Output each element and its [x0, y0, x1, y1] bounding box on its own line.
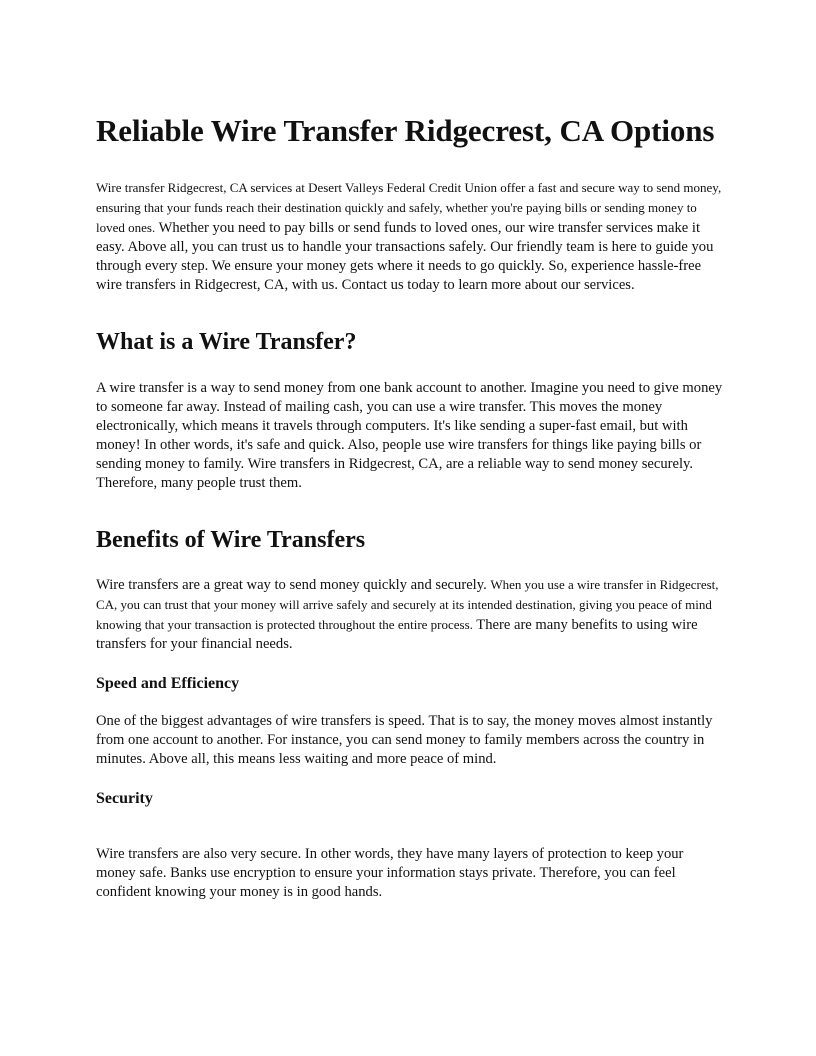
benefits-paragraph	[96, 575, 724, 654]
speed-efficiency-heading: Speed and Efficiency	[96, 675, 240, 692]
page-title: Reliable Wire Transfer Ridgecrest, CA Options	[96, 113, 715, 148]
document-page	[96, 110, 724, 902]
security-paragraph: Wire transfers are also very secure. In other words, they have many layers of protection to keep your money safe. Banks use encryption to ensure your information stays private. Therefore, you can feel confident knowing your money is in good hands.	[96, 846, 684, 900]
intro-paragraph	[96, 178, 724, 295]
intro-lead-text: Wire transfer Ridgecrest, CA services at Desert Valleys Federal Credit Union offer a fast and secure way to send money, ensuring that your funds reach their destination quickly and safely, whether you're paying bills or sending money to loved ones.	[96, 180, 722, 235]
what-is-wire-transfer-heading: What is a Wire Transfer?	[96, 329, 357, 355]
speed-efficiency-paragraph: One of the biggest advantages of wire transfers is speed. That is to say, the money moves almost instantly from one account to another. For instance, you can send money to family members across the country in minutes. Above all, this means less waiting and more peace of mind.	[96, 713, 713, 767]
benefits-lead-text: Wire transfers are a great way to send money quickly and securely.	[96, 577, 491, 593]
security-heading: Security	[96, 790, 153, 807]
benefits-small-text: When you use a wire transfer in Ridgecrest, CA, you can trust that your money will arrive safely and securely at its intended destination, giving you peace of mind knowing that your transaction is protected throughout the entire process.	[96, 577, 719, 632]
what-is-wire-transfer-paragraph: A wire transfer is a way to send money from one bank account to another. Imagine you need to give money to someone far away. Instead of mailing cash, you can use a wire transfer. This moves the money electronically, which means it travels through computers. It's like sending a super-fast email, but with money! In other words, it's safe and quick. Also, people use wire transfers for things like paying bills or sending money to family. Wire transfers in Ridgecrest, CA, are a reliable way to send money securely. Therefore, many people trust them.	[96, 380, 723, 491]
benefits-heading: Benefits of Wire Transfers	[96, 527, 366, 553]
benefits-closing-text: There are many benefits to using wire transfers for your financial needs.	[96, 617, 698, 652]
intro-body-text: Whether you need to pay bills or send funds to loved ones, our wire transfer services make it easy. Above all, you can trust us to handle your transactions safely. Our friendly team is here to guide you through every step. We ensure your money gets where it needs to go quickly. So, experience hassle-free wire transfers in Ridgecrest, CA, with us. Contact us today to learn more about our services.	[96, 220, 714, 293]
